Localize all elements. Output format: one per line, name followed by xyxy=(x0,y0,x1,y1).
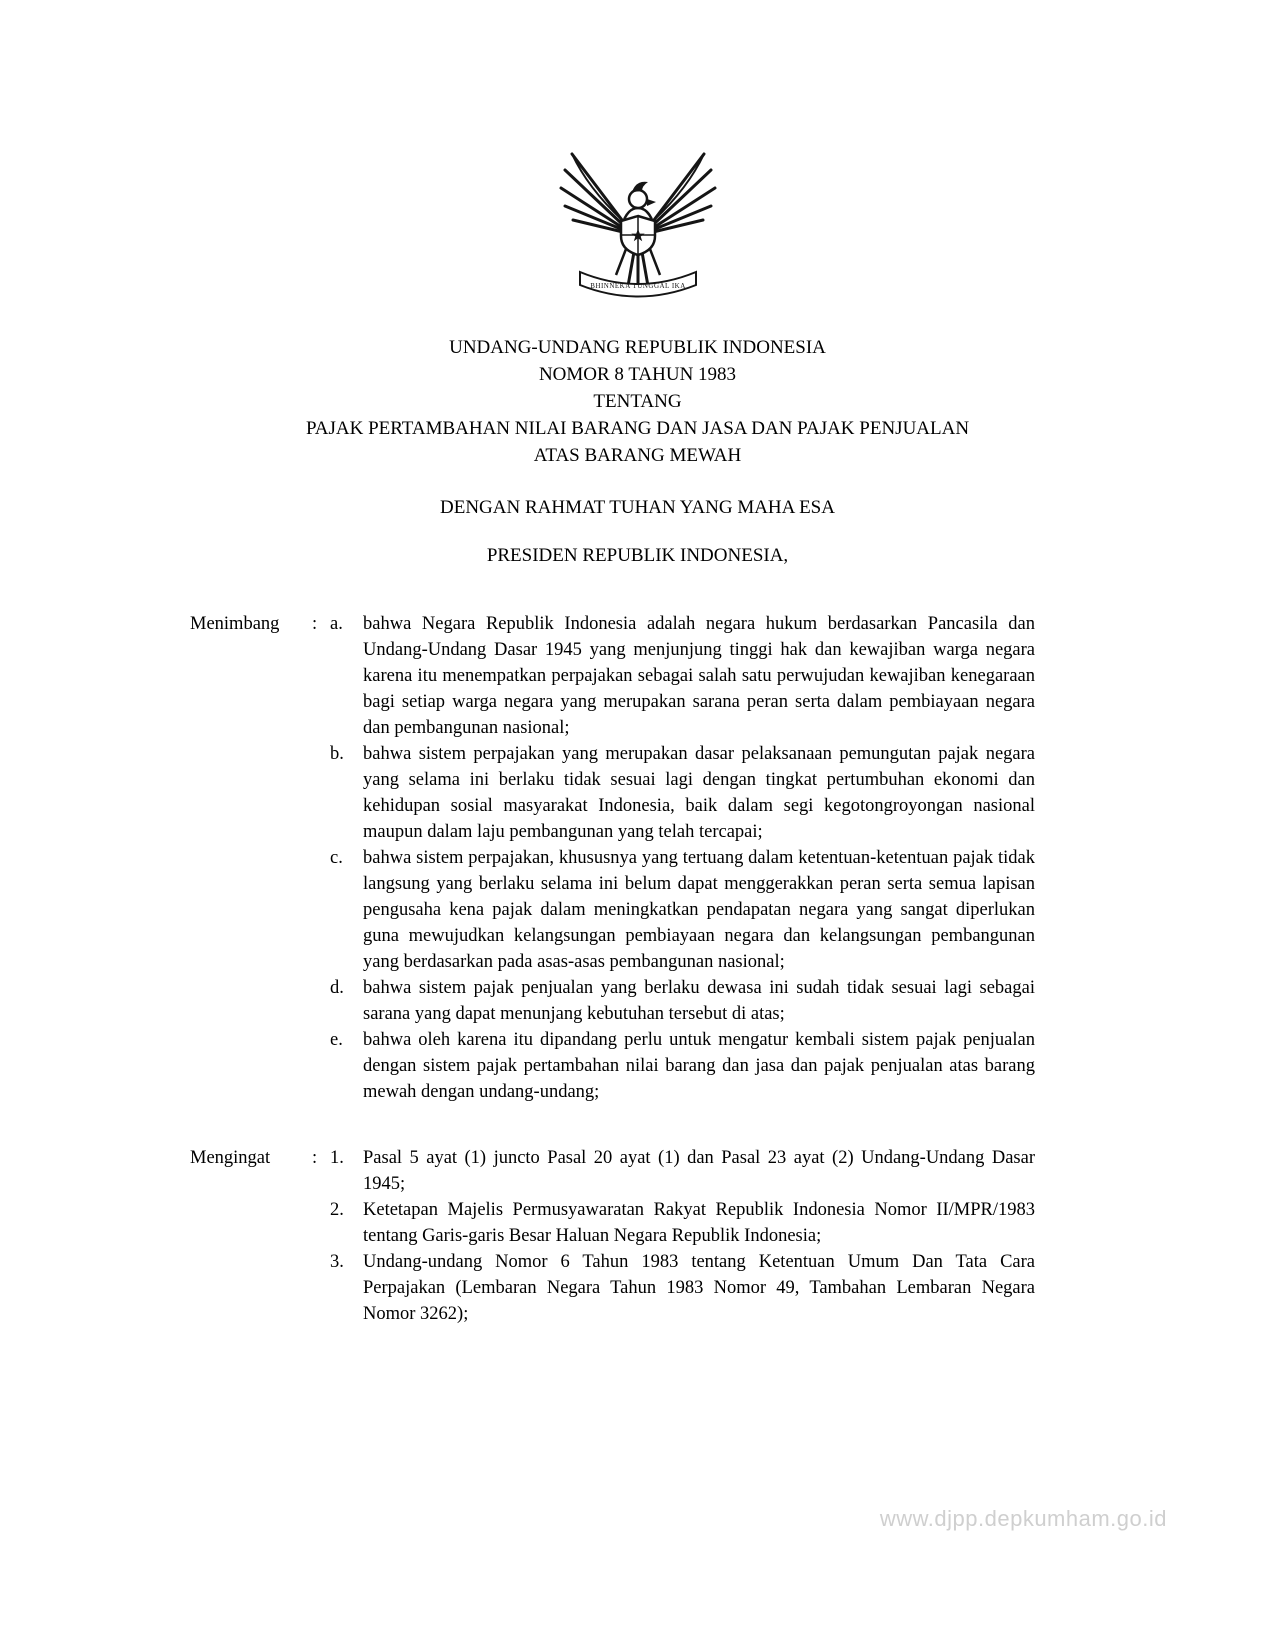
list-item xyxy=(330,975,1035,1027)
invocation-line: DENGAN RAHMAT TUHAN YANG MAHA ESA xyxy=(440,497,835,518)
menimbang-section xyxy=(190,611,1035,1105)
menimbang-items xyxy=(330,611,1035,1105)
emblem-container xyxy=(0,0,1275,308)
garuda-pancasila-emblem xyxy=(558,136,718,308)
title-line-5: ATAS BARANG MEWAH xyxy=(533,445,742,466)
menimbang-label: Menimbang xyxy=(190,614,280,634)
title-line-3: TENTANG xyxy=(593,391,682,412)
mengingat-label: Mengingat xyxy=(190,1148,271,1168)
item-marker: c. xyxy=(330,848,343,868)
list-item xyxy=(330,1027,1035,1105)
item-marker: b. xyxy=(330,744,344,764)
item-text: bahwa oleh karena itu dipandang perlu untuk mengatur kembali sistem pajak penjualan dengan sistem pajak pertambahan nilai barang dan jasa dan pajak penjualan atas barang mewah dengan undang-undang; xyxy=(363,1030,1035,1102)
pancasila-shield-icon xyxy=(621,216,655,255)
item-text: bahwa Negara Republik Indonesia adalah negara hukum berdasarkan Pancasila dan Undang-Undang Dasar 1945 yang menjunjung tinggi hak dan kewajiban warga negara karena itu menempatkan perpajakan sebagai salah satu perwujudan kewajiban kenegaraan bagi setiap warga negara yang merupakan sarana peran serta dalam pembiayaan negara dan pembangunan nasional; xyxy=(363,614,1035,738)
mengingat-colon: : xyxy=(312,1148,318,1168)
item-text: bahwa sistem perpajakan, khususnya yang tertuang dalam ketentuan-ketentuan pajak tidak langsung yang berlaku selama ini belum dapat menggerakkan peran serta semua lapisan pengusaha kena pajak dalam meningkatkan pendapatan negara yang sangat diperlukan guna mewujudkan kelangsungan pembiayaan negara dan kelangsungan pembangunan yang berdasarkan pada asas-asas pembangunan nasional; xyxy=(363,848,1035,972)
item-text: bahwa sistem perpajakan yang merupakan dasar pelaksanaan pemungutan pajak negara yang selama ini berlaku tidak sesuai lagi dengan tingkat pertumbuhan ekonomi dan kehidupan sosial masyarakat Indonesia, baik dalam segi kegotongroyongan nasional maupun dalam laju pembangunan yang telah tercapai; xyxy=(363,744,1035,842)
item-text: Pasal 5 ayat (1) juncto Pasal 20 ayat (1) dan Pasal 23 ayat (2) Undang-Undang Dasar 1945; xyxy=(363,1148,1035,1194)
list-item xyxy=(330,1145,1035,1197)
item-marker: 2. xyxy=(330,1200,344,1220)
item-text: Ketetapan Majelis Permusyawaratan Rakyat Republik Indonesia Nomor II/MPR/1983 tentang Garis-garis Besar Haluan Negara Republik Indonesia; xyxy=(363,1200,1035,1246)
title-line-1: UNDANG-UNDANG REPUBLIK INDONESIA xyxy=(449,337,826,358)
item-marker: a. xyxy=(330,614,343,634)
list-item xyxy=(330,741,1035,845)
item-marker: 1. xyxy=(330,1148,344,1168)
item-marker: 3. xyxy=(330,1252,344,1272)
item-marker: d. xyxy=(330,978,344,998)
item-text: bahwa sistem pajak penjualan yang berlaku dewasa ini sudah tidak sesuai lagi sebagai sarana yang dapat menunjang kebutuhan tersebut di atas; xyxy=(363,978,1035,1024)
list-item xyxy=(330,1249,1035,1327)
item-marker: e. xyxy=(330,1030,343,1050)
title-line-2: NOMOR 8 TAHUN 1983 xyxy=(538,364,737,385)
list-item xyxy=(330,845,1035,975)
list-item xyxy=(330,1197,1035,1249)
emblem-motto: BHINNEKA TUNGGAL IKA xyxy=(589,282,686,290)
authority-line: PRESIDEN REPUBLIK INDONESIA, xyxy=(486,545,789,566)
watermark: www.djpp.depkumham.go.id xyxy=(879,1506,1167,1531)
title-block xyxy=(0,334,1275,469)
mengingat-section xyxy=(190,1145,1035,1327)
mengingat-items xyxy=(330,1145,1035,1327)
preamble xyxy=(0,611,1275,1327)
menimbang-colon: : xyxy=(312,614,318,634)
garuda-head-icon xyxy=(629,190,647,208)
item-text: Undang-undang Nomor 6 Tahun 1983 tentang Ketentuan Umum Dan Tata Cara Perpajakan (Lembaran Negara Tahun 1983 Nomor 49, Tambahan Lembaran Negara Nomor 3262); xyxy=(363,1252,1035,1324)
list-item xyxy=(330,611,1035,741)
title-line-4: PAJAK PERTAMBAHAN NILAI BARANG DAN JASA DAN PAJAK PENJUALAN xyxy=(305,418,970,439)
